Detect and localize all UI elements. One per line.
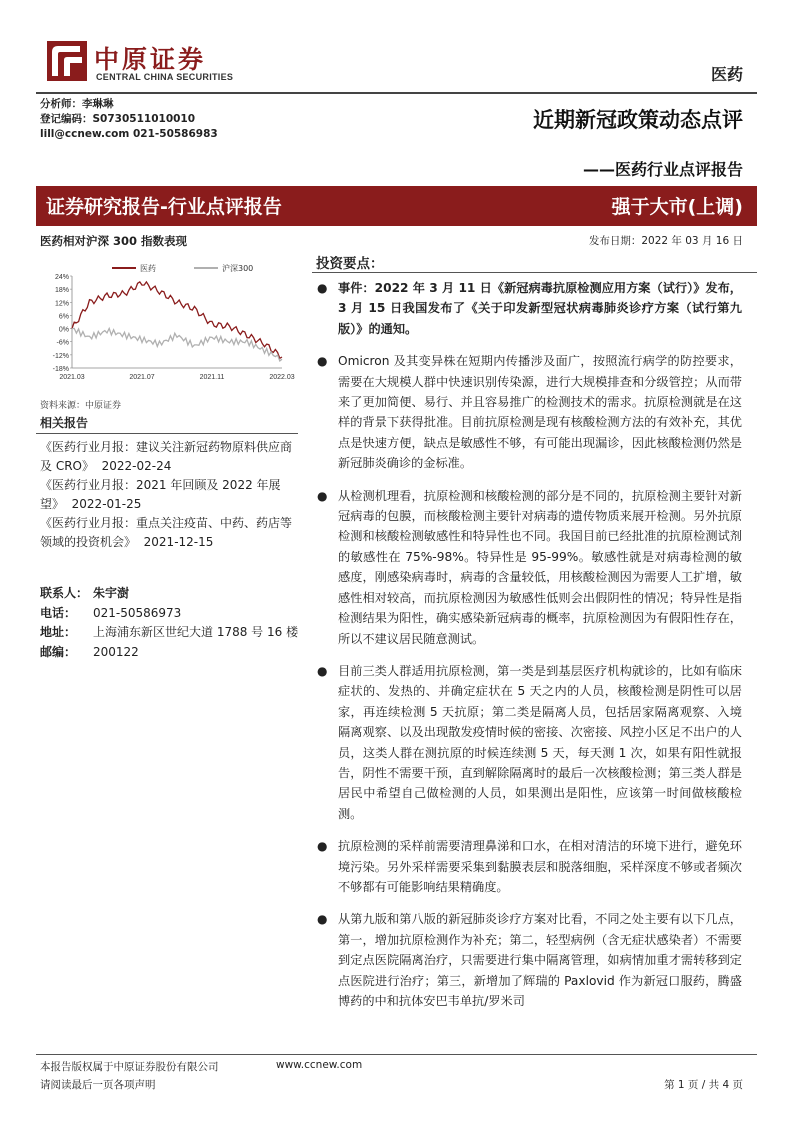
contact-address: 上海浦东新区世纪大道 1788 号 16 楼	[93, 625, 299, 639]
analyst-label: 分析师：	[40, 98, 82, 110]
chart-series-line-pharma	[72, 282, 282, 358]
chart-y-tick-label: 18%	[54, 287, 69, 295]
contact-phone-label: 电话：	[40, 605, 77, 620]
chart-x-tick-label: 2022.03	[269, 374, 295, 381]
chart-y-tick-label: 24%	[54, 274, 69, 281]
bullet-item	[316, 836, 742, 897]
footer-copyright: 本报告版权属于中原证券股份有限公司	[40, 1061, 219, 1073]
bullet-text: Omicron 及其变异株在短期内传播涉及面广，按照流行病学的防控要求，需要在大规模人群中快速识别传染源，进行大规模排查和分级管控；从而带来了更加简便、易行、并且容易推广的检测技术的需求。抗原检测就是在这样的背景下获得批准。目前抗原检测是现有核酸检测方法的有效补充，其优点是快速方便，缺点是敏感性不够，有可能出现漏诊，因此核酸检测仍然是新冠肺炎确诊的金标准。	[338, 354, 742, 471]
chart-series-line-hs300	[72, 328, 282, 361]
reg-code: S0730511010010	[92, 113, 196, 125]
industry-label: 医药	[710, 65, 743, 84]
footer-read-notice: 请阅读最后一页各项声明	[40, 1079, 156, 1091]
chart-y-tick-label: 12%	[54, 300, 69, 308]
contact-phone-row	[40, 604, 298, 624]
bullet-item	[316, 351, 742, 473]
contact-phone: 021-50586973	[93, 605, 182, 620]
investment-highlights-title: 投资要点：	[316, 256, 384, 272]
chart-legend-label: 医药	[140, 264, 156, 273]
related-report-item[interactable]	[40, 476, 300, 514]
related-report-title: 《医药行业月报：2021 年回顾及 2022 年展望》	[40, 478, 281, 511]
contact-person-label: 联系人：	[40, 586, 89, 600]
footer-website-link[interactable]: www.ccnew.com	[276, 1059, 363, 1071]
chart-y-tick-label: -18%	[52, 366, 69, 373]
bullet-item	[316, 278, 742, 339]
chart-legend-label: 沪深300	[222, 264, 254, 273]
investment-divider	[312, 272, 757, 273]
chart-x-tick-label: 2021.11	[199, 374, 225, 381]
bullet-text: 从第九版和第八版的新冠肺炎诊疗方案对比看，不同之处主要有以下几点，第一，增加抗原检测作为补充；第二，轻型病例（含无症状感染者）不需要到定点医院隔离治疗，只需要进行集中隔离管理，如病情加重才需转移到定点医院进行治疗；第三，新增加了辉瑞的 Paxlovid 作为新冠口服药，腾盛博药的中和抗体安巴韦单抗/罗米司	[338, 912, 742, 1008]
related-reports-list	[40, 438, 300, 552]
banner-report-type: 证券研究报告-行业点评报告	[46, 196, 282, 218]
relative-performance-chart	[38, 250, 300, 390]
report-title: 近期新冠政策动态点评	[533, 108, 743, 132]
chart-source: 资料来源：中原证券	[40, 401, 122, 411]
company-name-en: CENTRAL CHINA SECURITIES	[96, 72, 234, 82]
related-report-item[interactable]	[40, 438, 300, 476]
related-report-title: 《医药行业月报：建议关注新冠药物原料供应商及 CRO》	[40, 440, 293, 473]
related-report-date: 2021-12-15	[143, 535, 214, 549]
contact-address-label: 地址：	[40, 625, 77, 639]
chart-x-tick-label: 2021.03	[59, 374, 85, 381]
page-number: 第 1 页 / 共 4 页	[664, 1079, 743, 1091]
bullet-dot-icon: ●	[317, 354, 328, 369]
chart-y-tick-label: -12%	[52, 352, 69, 360]
chart-title: 医药相对沪深 300 指数表现	[40, 234, 188, 248]
contact-block	[40, 584, 298, 662]
analyst-info	[40, 97, 218, 142]
bullet-text: 事件：2022 年 3 月 11 日《新冠病毒抗原检测应用方案（试行）》发布，3 月 15 日我国发布了《关于印发新型冠状病毒肺炎诊疗方案（试行第九版）》的通知。	[338, 281, 742, 336]
related-report-date: 2022-01-25	[71, 497, 142, 511]
reg-code-label: 登记编码：	[40, 113, 93, 125]
bullet-dot-icon: ●	[317, 488, 328, 503]
chart-y-tick-label: -6%	[56, 339, 69, 347]
bullet-item	[316, 909, 742, 1011]
banner-rating: 强于大市(上调)	[611, 196, 743, 218]
header-divider	[36, 92, 757, 94]
publish-date: 发布日期：2022 年 03 月 16 日	[588, 235, 743, 247]
contact-zip-label: 邮编：	[40, 644, 77, 659]
bullet-item	[316, 661, 742, 824]
contact-address-row	[40, 623, 298, 643]
contact-zip: 200122	[93, 644, 139, 659]
bullet-text: 从检测机理看，抗原检测和核酸检测的部分是不同的，抗原检测主要针对新冠病毒的包膜，而核酸检测主要针对病毒的遗传物质来展开检测。另外抗原检测和核酸检测敏感性和特异性也不同。我国目前已经批准的抗原检测试剂的敏感性在 75%-98%。特异性是 95-99%。敏感性就是对病毒检测的敏感度，刚感染病毒时，病毒的含量较低，用核酸检测因为需要人工扩增，敏感性相对较高，而抗原检测因为敏感性低则会出假阴性的情况；特异性是指检测结果为阳性，确实感染新冠病毒的概率，抗原检测因为有假阳性存在，所以不建议居民随意测试。	[338, 488, 742, 646]
bullet-dot-icon: ●	[317, 663, 328, 678]
company-logo-icon	[46, 40, 88, 82]
report-subtitle: ——医药行业点评报告	[582, 160, 743, 179]
related-report-title: 《医药行业月报：重点关注疫苗、中药、药店等领域的投资机会》	[40, 516, 293, 549]
related-report-date: 2022-02-24	[101, 459, 172, 473]
analyst-name: 李琳琳	[82, 98, 114, 110]
contact-zip-row	[40, 643, 298, 663]
bullet-dot-icon: ●	[317, 839, 328, 854]
chart-y-tick-label: 0%	[58, 326, 69, 334]
chart-x-tick-label: 2021.07	[129, 374, 155, 381]
chart-y-tick-label: 6%	[58, 313, 69, 321]
related-report-item[interactable]	[40, 514, 300, 552]
bullet-dot-icon: ●	[317, 912, 328, 927]
contact-person-row	[40, 584, 298, 604]
bullet-dot-icon: ●	[317, 281, 328, 295]
contact-person: 朱宇澍	[93, 586, 130, 600]
related-divider	[36, 433, 298, 434]
footer-divider	[36, 1054, 757, 1055]
company-name-cn: 中原证券	[94, 45, 207, 74]
related-reports-title: 相关报告	[40, 416, 89, 430]
bullet-text: 抗原检测的采样前需要清理鼻涕和口水，在相对清洁的环境下进行，避免环境污染。另外采样需要采集到黏膜表层和脱落细胞，采样深度不够或者频次不够都有可能影响结果精确度。	[338, 839, 742, 894]
analyst-contact: lill@ccnew.com 021-50586983	[40, 128, 218, 140]
bullet-text: 目前三类人群适用抗原检测，第一类是到基层医疗机构就诊的，比如有临床症状的、发热的、并确定症状在 5 天之内的人员，核酸检测是阴性可以居家，再连续检测 5 天抗原；第二类是隔离人员，包括居家隔离观察、入境隔离观察、以及出现散发疫情时候的密接、次密接、风控小区足不出户的人员，这类人群在测抗原的时候连续测 5 天，每天测 1 次，如果有阳性就报告，阴性不需要干预，直到解除隔离时的最后一次核酸检测；第三类人群是居民中希望自己做检测的人员，如果测出是阳性，应该第一时间做核酸检测。	[338, 663, 742, 821]
investment-bullets	[316, 278, 742, 1023]
bullet-item	[316, 486, 742, 649]
